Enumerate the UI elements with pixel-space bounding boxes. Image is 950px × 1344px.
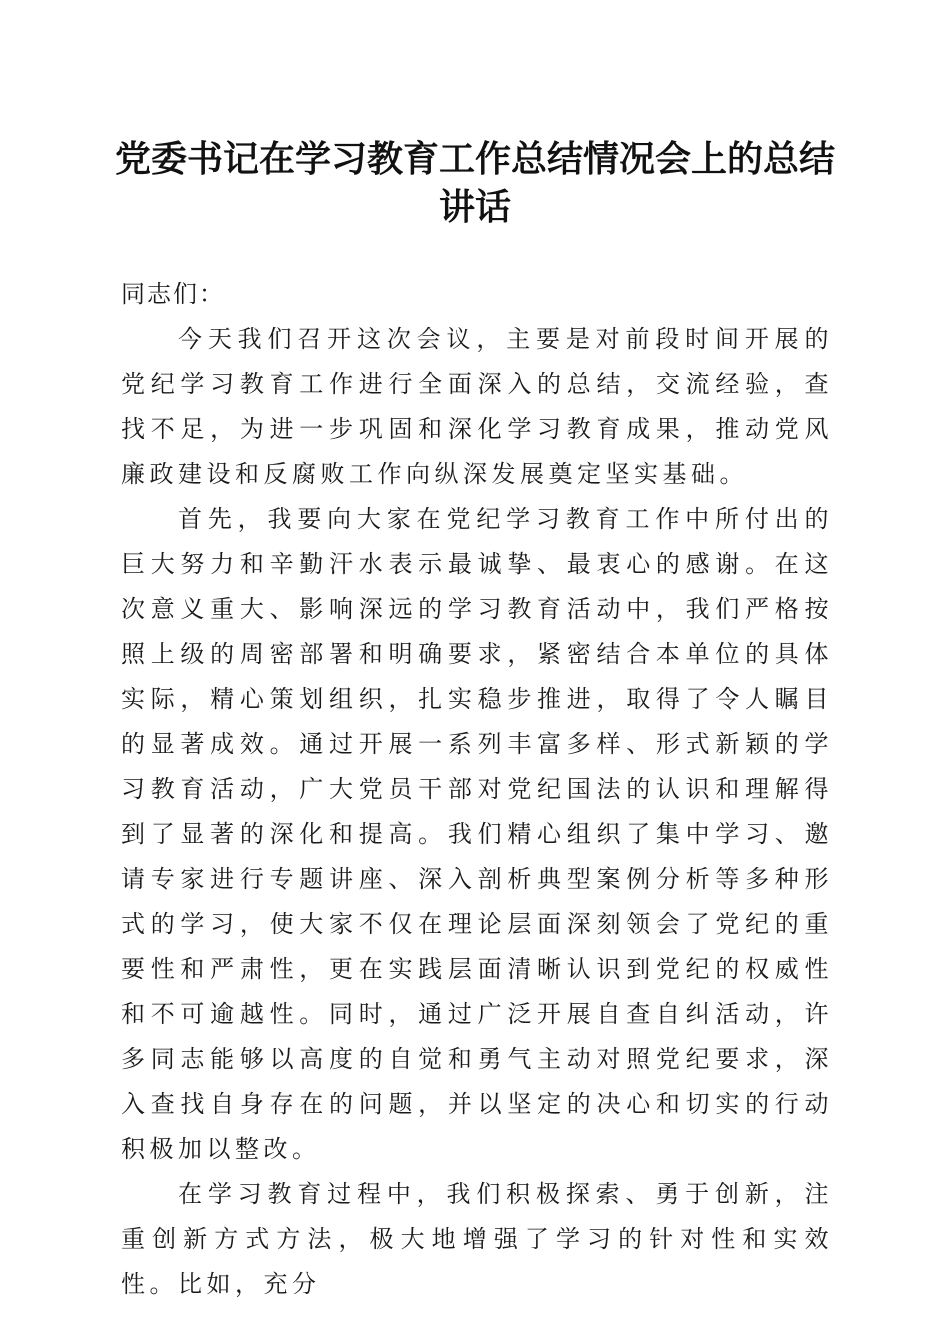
paragraph-3: 在学习教育过程中，我们积极探索、勇于创新，注重创新方式方法，极大地增强了学习的针对性和实效性。比如，充分 [121, 1180, 833, 1298]
salutation: 同志们： [121, 280, 225, 308]
paragraph-1: 今天我们召开这次会议，主要是对前段时间开展的党纪学习教育工作进行全面深入的总结，交流经验，查找不足，为进一步巩固和深化学习教育成果，推动党风廉政建设和反腐败工作向纵深发展奠定坚实基础。 [121, 325, 833, 488]
document-body [121, 272, 833, 1307]
paragraph-2: 首先，我要向大家在党纪学习教育工作中所付出的巨大努力和辛勤汗水表示最诚挚、最衷心的感谢。在这次意义重大、影响深远的学习教育活动中，我们严格按照上级的周密部署和明确要求，紧密结合本单位的具体实际，精心策划组织，扎实稳步推进，取得了令人瞩目的显著成效。通过开展一系列丰富多样、形式新颖的学习教育活动，广大党员干部对党纪国法的认识和理解得到了显著的深化和提高。我们精心组织了集中学习、邀请专家进行专题讲座、深入剖析典型案例分析等多种形式的学习，使大家不仅在理论层面深刻领会了党纪的重要性和严肃性，更在实践层面清晰认识到党纪的权威性和不可逾越性。同时，通过广泛开展自查自纠活动，许多同志能够以高度的自觉和勇气主动对照党纪要求，深入查找自身存在的问题，并以坚定的决心和切实的行动积极加以整改。 [121, 505, 833, 1163]
document-title: 党委书记在学习教育工作总结情况会上的总结讲话 [114, 138, 835, 228]
